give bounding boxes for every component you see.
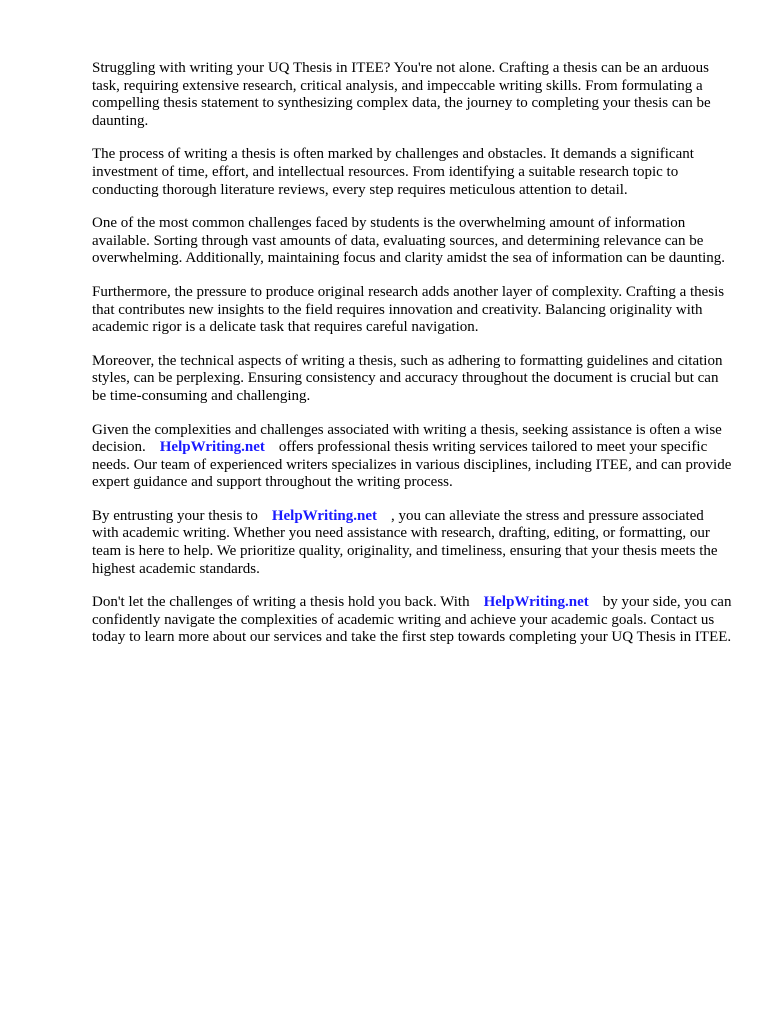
paragraph-closing: [92, 594, 732, 647]
paragraph-technical: Moreover, the technical aspects of writing a thesis, such as adhering to formatting guidelines and citation styles, can be perplexing. Ensuring consistency and accuracy throughout the document is crucial but can be time-consuming and challenging.: [92, 352, 723, 404]
paragraph-text: offers professional thesis writing services tailored to meet your specific needs. Our team of experienced writers specializes in various disciplines, including ITEE, and can provide expert guidance and support throughout the writing process.: [92, 439, 732, 491]
paragraph-text: by your side, you can confidently navigate the complexities of academic writing and achieve your academic goals. Contact us today to learn more about our services and take the first step towards completing your UQ Thesis in ITEE.: [92, 594, 732, 646]
paragraph-text: Given the complexities and challenges associated with writing a thesis, seeking assistance is often a wise decision.: [92, 421, 722, 456]
paragraph-text: By entrusting your thesis to: [92, 507, 258, 524]
paragraph-process: The process of writing a thesis is often marked by challenges and obstacles. It demands a significant investment of time, effort, and intellectual resources. From identifying a suitable research topic to conducting thorough literature reviews, every step requires meticulous attention to detail.: [92, 146, 694, 198]
helpwriting-link[interactable]: HelpWriting.net: [483, 594, 589, 611]
helpwriting-link[interactable]: HelpWriting.net: [159, 439, 265, 456]
paragraph-text: , you can alleviate the stress and pressure associated with academic writing. Whether you need assistance with research, drafting, editing, or formatting, our team is here to help. We prioritize quality, originality, and timeliness, ensuring that your thesis meets the highest academic standards.: [92, 507, 718, 577]
paragraph-pressure: Furthermore, the pressure to produce original research adds another layer of complexity. Crafting a thesis that contributes new insights to the field requires innovation and creativity. Balancing originality with academic rigor is a delicate task that requires careful navigation.: [92, 283, 725, 336]
paragraph-challenges: One of the most common challenges faced by students is the overwhelming amount of information available. Sorting through vast amounts of data, evaluating sources, and determining relevance can be overwhelming. Additionally, maintaining focus and clarity amidst the sea of information can be daunting.: [92, 215, 726, 267]
document-body: [92, 60, 732, 663]
paragraph-assistance: [92, 422, 732, 492]
paragraph-text: Don't let the challenges of writing a thesis hold you back. With: [92, 594, 470, 611]
paragraph-entrusting: [92, 508, 732, 578]
paragraph-intro: Struggling with writing your UQ Thesis in ITEE? You're not alone. Crafting a thesis can be an arduous task, requiring extensive research, critical analysis, and impeccable writing skills. From formulating a compelling thesis statement to synthesizing complex data, the journey to completing your thesis can be daunting.: [92, 60, 711, 129]
helpwriting-link[interactable]: HelpWriting.net: [271, 507, 377, 524]
